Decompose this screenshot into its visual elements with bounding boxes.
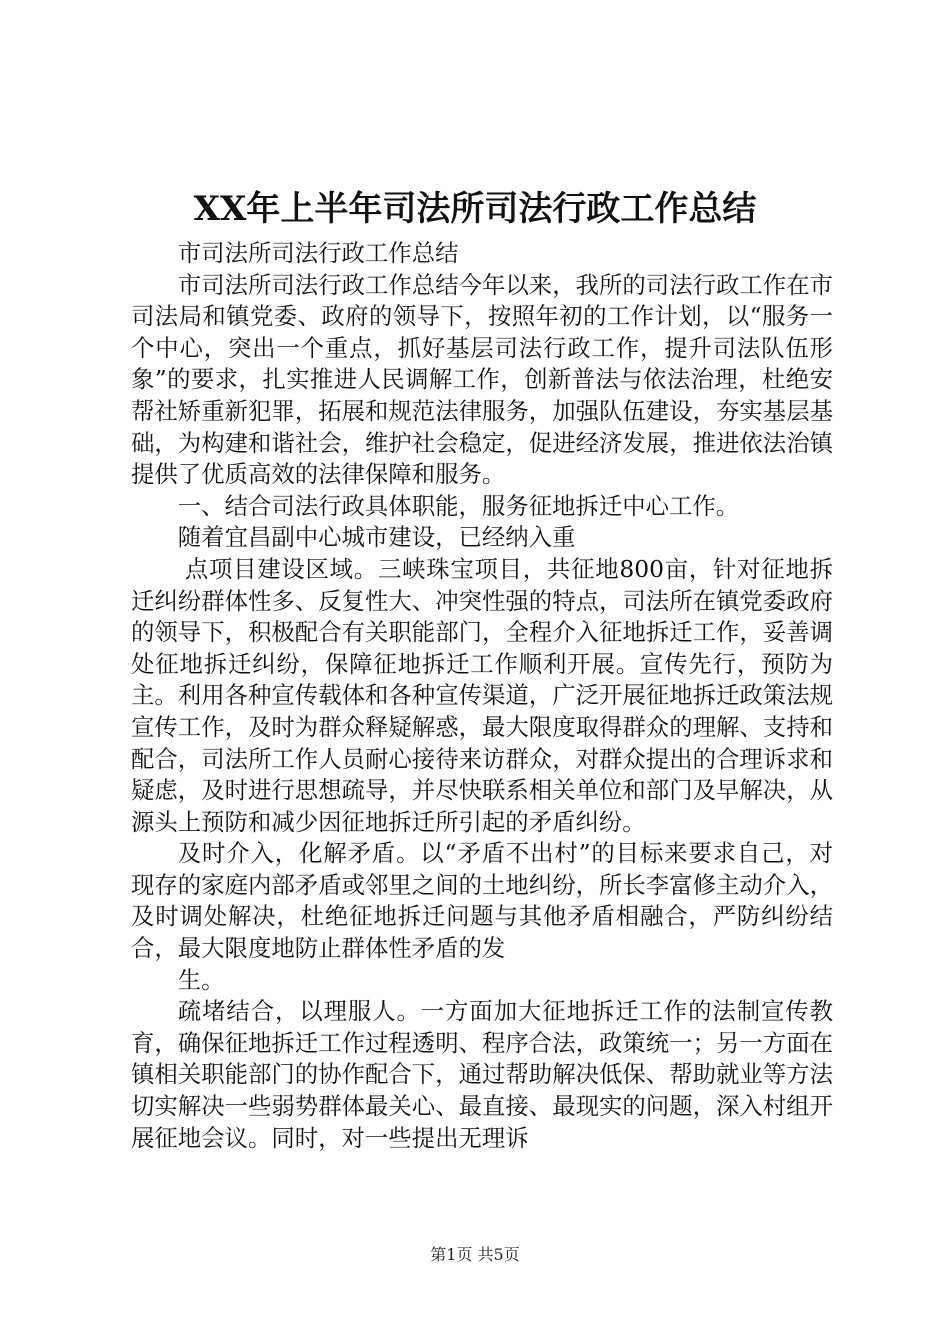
document-body: [131, 238, 833, 1154]
paragraph-intervention: 及时介入，化解矛盾。以“矛盾不出村”的目标来要求自己，对现存的家庭内部矛盾或邻里之间的土地纠纷，所长李富修主动介入，及时调处解决，杜绝征地拆迁问题与其他矛盾相融合，严防纠纷结合，最大限度地防止群体性矛盾的发: [131, 839, 833, 963]
paragraph-intro: 市司法所司法行政工作总结今年以来，我所的司法行政工作在市司法局和镇党委、政府的领导下，按照年初的工作计划，以“服务一个中心，突出一个重点，抓好基层司法行政工作，提升司法队伍形象”的要求，扎实推进人民调解工作，创新普法与依法治理，杜绝安帮社矫重新犯罪，拓展和规范法律服务，加强队伍建设，夯实基层基础，为构建和谐社会，维护社会稳定，促进经济发展，推进依法治镇提供了优质高效的法律保障和服务。: [131, 270, 833, 489]
paragraph-fragment: 随着宜昌副中心城市建设，已经纳入重: [177, 523, 576, 552]
paragraph-project: 点项目建设区域。三峡珠宝项目，共征地800亩，针对征地拆迁纠纷群体性多、反复性大、冲突性强的特点，司法所在镇党委政府的领导下，积极配合有关职能部门，全程介入征地拆迁工作，妥善调处征地拆迁纠纷，保障征地拆迁工作顺利开展。宣传先行，预防为主。利用各种宣传载体和各种宣传渠道，广泛开展征地拆迁政策法规宣传工作，及时为群众释疑解惑，最大限度取得群众的理解、支持和配合，司法所工作人员耐心接待来访群众，对群众提出的合理诉求和疑虑，及时进行思想疏导，并尽快联系相关单位和部门及早解决，从源头上预防和减少因征地拆迁所引起的矛盾纠纷。: [131, 554, 833, 836]
paragraph-subtitle: 市司法所司法行政工作总结: [177, 239, 459, 267]
paragraph-combination: 疏堵结合，以理服人。一方面加大征地拆迁工作的法制宣传教育，确保征地拆迁工作过程透明、程序合法，政策统一；另一方面在镇相关职能部门的协作配合下，通过帮助解决低保、帮助就业等方法切实解决一些弱势群体最关心、最直接、最现实的问题，深入村组开展征地会议。同时，对一些提出无理诉: [131, 997, 833, 1152]
document-title: XX年上半年司法所司法行政工作总结: [193, 189, 757, 229]
page-number-footer: 第1页 共5页: [430, 1245, 520, 1264]
paragraph-fragment-end: 生。: [177, 965, 225, 994]
paragraph-section-heading: 一、结合司法行政具体职能，服务征地拆迁中心工作。: [177, 491, 740, 520]
